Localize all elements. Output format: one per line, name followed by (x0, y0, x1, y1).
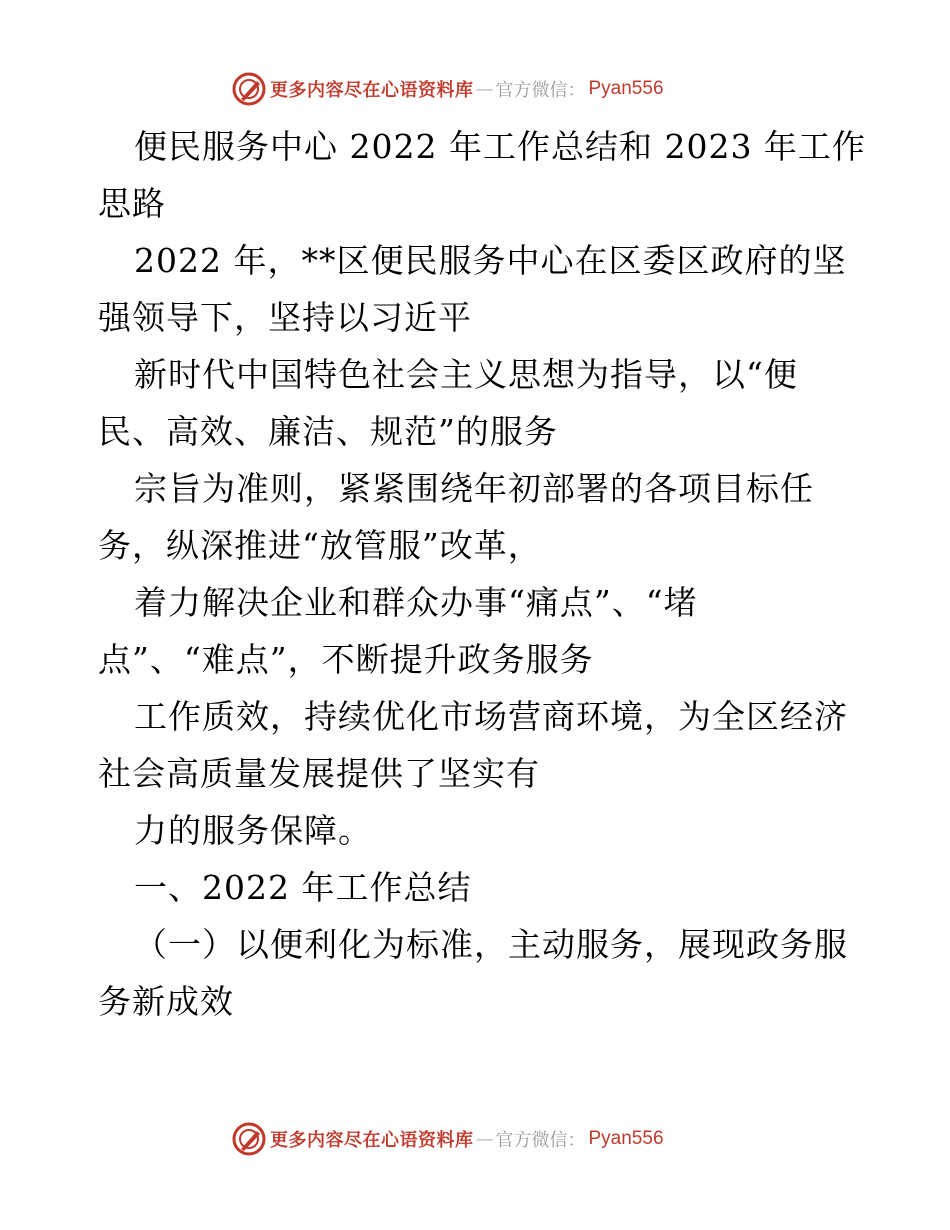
pen-logo-icon (232, 72, 266, 106)
body-line-13: 力的服务保障。 (134, 811, 372, 850)
body-line-11: 工作质效，持续优化市场营商环境，为全区经济 (134, 697, 848, 736)
watermark-text: 更多内容尽在心语资料库 (270, 80, 474, 101)
document-body (98, 118, 866, 1030)
pen-logo-icon (232, 1122, 266, 1156)
watermark-account: Pyan556 (588, 78, 664, 99)
body-line-1: 便民服务中心 2022 年工作总结和 2023 年工作 (134, 127, 866, 166)
body-line-9: 着力解决企业和群众办事“痛点”、“堵 (134, 583, 698, 622)
watermark-text: 更多内容尽在心语资料库 (270, 1130, 474, 1151)
body-line-6: 民、高效、廉洁、规范”的服务 (98, 412, 558, 451)
body-line-8: 务，纵深推进“放管服”改革， (98, 526, 542, 565)
watermark-label: 官方微信： (495, 80, 586, 101)
watermark-label: 官方微信： (495, 1130, 586, 1151)
body-line-4: 强领导下，坚持以习近平 (98, 298, 472, 337)
body-line-10: 点”、“难点”，不断提升政务服务 (98, 640, 594, 679)
body-line-5: 新时代中国特色社会主义思想为指导，以“便 (134, 355, 798, 394)
body-line-12: 社会高质量发展提供了坚实有 (98, 754, 540, 793)
watermark-header (232, 72, 712, 106)
watermark-footer (232, 1122, 712, 1156)
section-heading: 一、2022 年工作总结 (134, 868, 472, 907)
subsection-heading: （一）以便利化为标准，主动服务，展现政务服 (134, 925, 848, 964)
watermark-account: Pyan556 (588, 1128, 664, 1149)
body-line-2: 思路 (98, 184, 166, 223)
body-line-7: 宗旨为准则，紧紧围绕年初部署的各项目标任 (134, 469, 814, 508)
watermark-separator: — (475, 1128, 494, 1150)
watermark-separator: — (475, 78, 494, 100)
body-line-3: 2022 年，**区便民服务中心在区委区政府的坚 (134, 241, 847, 280)
subsection-heading-cont: 务新成效 (98, 982, 234, 1021)
